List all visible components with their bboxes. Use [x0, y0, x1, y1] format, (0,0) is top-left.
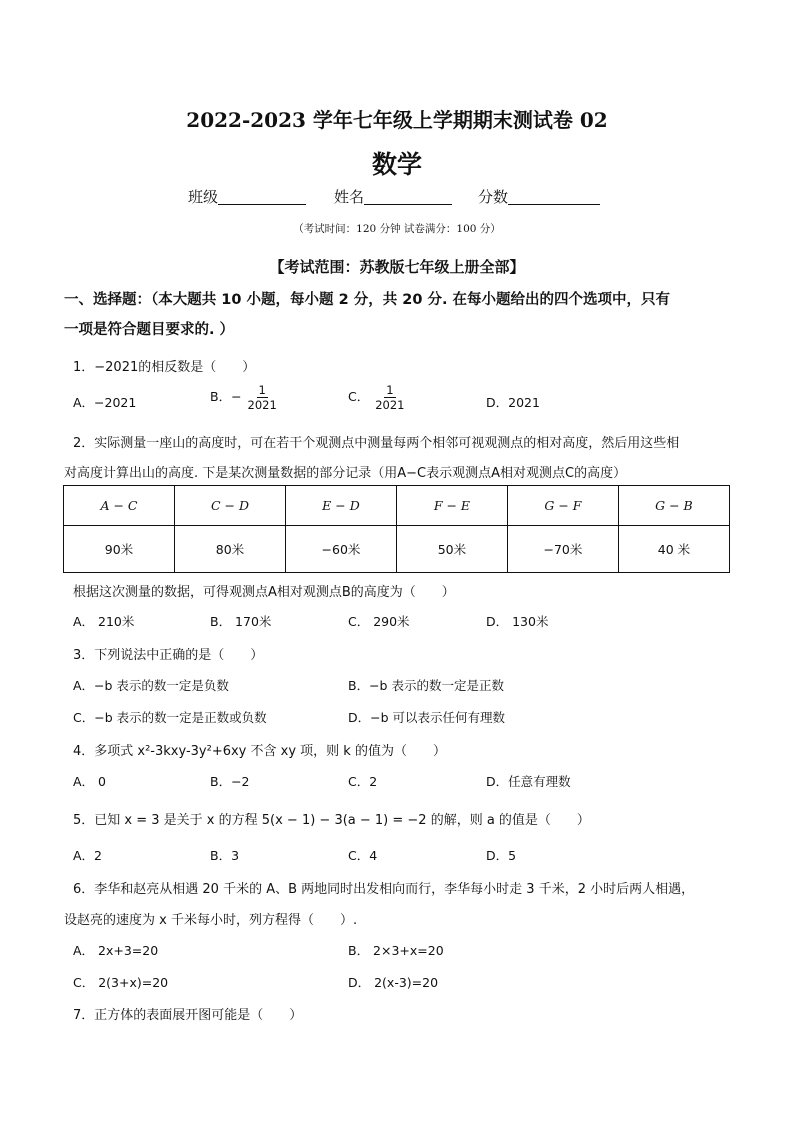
q6-stem-line1: 6．李华和赵亮从相遇 20 千米的 A、B 两地同时出发相向而行，李华每小时走 3 千米，2 小时后两人相遇， [73, 882, 695, 897]
q1-option-b [210, 383, 279, 412]
q5-option-c: C．4 [348, 848, 378, 863]
table-header-cell: G − F [507, 486, 618, 526]
q4-option-d: D．任意有理数 [486, 774, 571, 789]
q5-option-b: B．3 [210, 848, 240, 863]
class-field [188, 186, 306, 207]
q5-option-d: D．5 [486, 848, 517, 863]
q3-option-b: B．−b 表示的数一定是正数 [348, 678, 504, 693]
q3-stem: 3．下列说法中正确的是（ ） [73, 648, 264, 663]
q1-option-a: A．−2021 [73, 395, 137, 410]
q1-option-c-fraction [373, 383, 406, 412]
q4-option-b: B．−2 [210, 774, 250, 789]
score-field [478, 186, 600, 207]
q3-option-d: D．−b 可以表示任何有理数 [348, 710, 506, 725]
table-header-row [64, 486, 730, 526]
score-label: 分数 [478, 188, 509, 206]
class-blank [218, 188, 306, 205]
exam-scope: 【考试范围：苏教版七年级上册全部】 [269, 258, 525, 276]
name-label: 姓名 [334, 188, 365, 206]
q2-question: 根据这次测量的数据，可得观测点A相对观测点B的高度为（ ） [73, 585, 455, 600]
score-blank [508, 188, 600, 205]
table-header-cell: C − D [174, 486, 285, 526]
q1-option-b-denominator: 2021 [247, 398, 277, 412]
q4-option-a: A． 0 [73, 774, 106, 789]
q3-option-c: C．−b 表示的数一定是正数或负数 [73, 710, 267, 725]
q1-option-c-numerator: 1 [386, 383, 394, 397]
table-value-row [64, 526, 730, 573]
table-value-cell: 90米 [64, 526, 175, 573]
q1-option-c [348, 383, 407, 412]
table-value-cell: −70米 [507, 526, 618, 573]
table-header-cell: E − D [285, 486, 396, 526]
q5-stem: 5．已知 x = 3 是关于 x 的方程 5(x − 1) − 3(a − 1) = −2 的解，则 a 的值是（ ） [73, 813, 590, 828]
q1-option-c-denominator: 2021 [375, 398, 405, 412]
q2-stem-line1: 2．实际测量一座山的高度时，可在若干个观测点中测量每两个相邻可视观测点的相对高度，然后用这些相 [73, 436, 680, 451]
q2-option-c: C． 290米 [348, 614, 410, 629]
measurement-table [63, 485, 730, 573]
q3-option-a: A．−b 表示的数一定是负数 [73, 678, 229, 693]
q1-option-c-label: C． [348, 389, 370, 404]
section-heading-line2: 一项是符合题目要求的. ） [64, 322, 235, 338]
class-label: 班级 [188, 188, 219, 206]
exam-info: （考试时间：120 分钟 试卷满分：100 分） [293, 223, 501, 235]
name-field [334, 186, 452, 207]
q4-stem: 4．多项式 x²-3kxy-3y²+6xy 不含 xy 项，则 k 的值为（ ） [73, 744, 446, 759]
q4-option-c: C．2 [348, 774, 378, 789]
q1-option-b-label: B．− [210, 389, 242, 404]
q6-option-c: C． 2(3+x)=20 [73, 975, 169, 990]
q2-option-a: A． 210米 [73, 614, 135, 629]
q1-option-b-numerator: 1 [258, 383, 266, 397]
table-value-cell: 50米 [396, 526, 507, 573]
q1-stem: 1．−2021的相反数是（ ） [73, 360, 256, 375]
q1-option-d: D．2021 [486, 395, 540, 410]
q7-stem: 7．正方体的表面展开图可能是（ ） [73, 1008, 303, 1023]
paper-title: 2022-2023 学年七年级上学期期末测试卷 02 [186, 108, 608, 132]
q2-stem-line2: 对高度计算出山的高度. 下是某次测量数据的部分记录（用A−C表示观测点A相对观测点C的高度） [64, 466, 627, 481]
section-heading-line1: 一、选择题：（本大题共 10 小题，每小题 2 分，共 20 分. 在每小题给出的四个选项中，只有 [64, 292, 671, 308]
q2-option-b: B． 170米 [210, 614, 272, 629]
name-blank [364, 188, 452, 205]
subject-title: 数学 [371, 150, 422, 179]
table-header-cell: A − C [64, 486, 175, 526]
table-value-cell: 40 米 [618, 526, 729, 573]
table-header-cell: G − B [618, 486, 729, 526]
q6-option-a: A． 2x+3=20 [73, 943, 159, 958]
table-value-cell: 80米 [174, 526, 285, 573]
q1-option-b-fraction [246, 383, 279, 412]
q6-option-d: D． 2(x-3)=20 [348, 975, 439, 990]
q2-option-d: D． 130米 [486, 614, 549, 629]
table-header-cell: F − E [396, 486, 507, 526]
table-value-cell: −60米 [285, 526, 396, 573]
q6-stem-line2: 设赵亮的速度为 x 千米每小时，列方程得（ ）. [64, 913, 358, 928]
q6-option-b: B． 2×3+x=20 [348, 943, 444, 958]
q5-option-a: A．2 [73, 848, 103, 863]
